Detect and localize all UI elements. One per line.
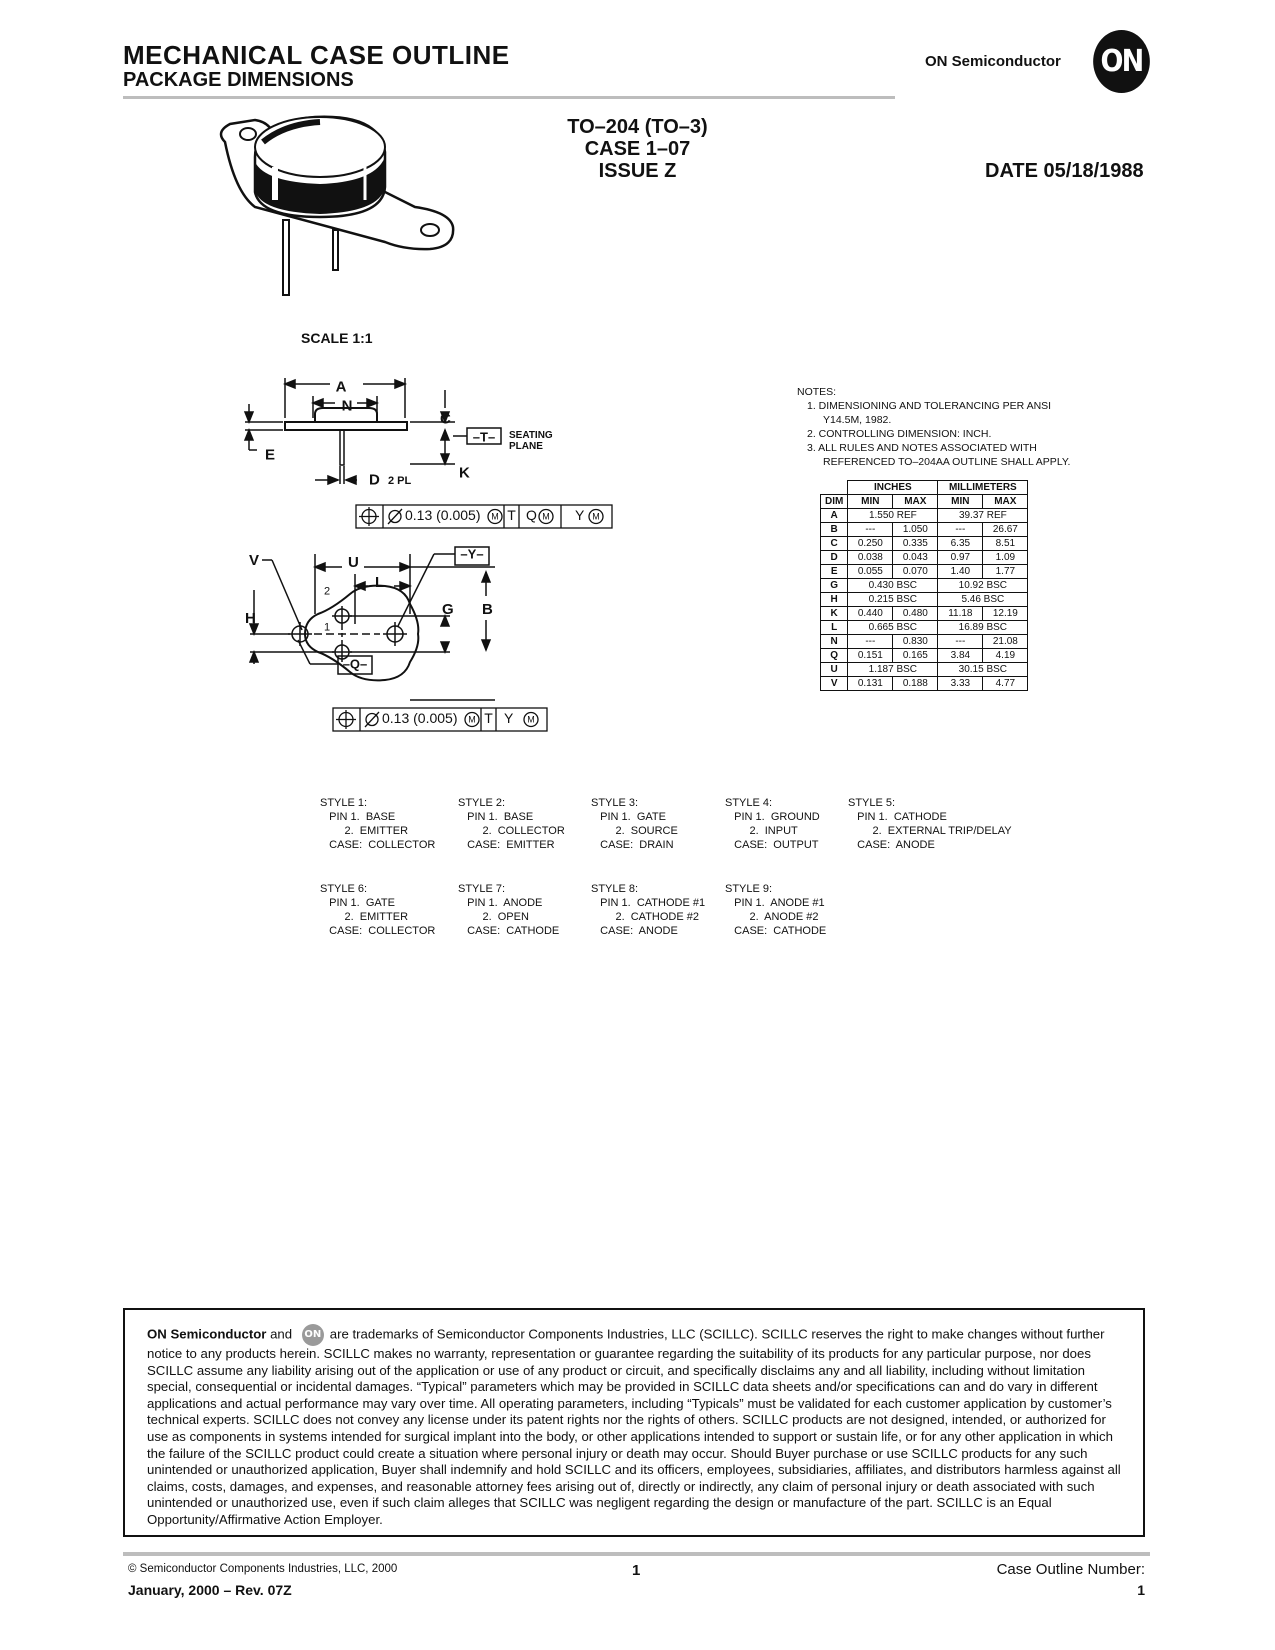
- note-item: 1. DIMENSIONING AND TOLERANCING PER ANSI: [807, 400, 1052, 412]
- mm-min-cell: ---: [938, 635, 983, 649]
- note-item: 2. CONTROLLING DIMENSION: INCH.: [807, 428, 992, 440]
- style-line: PIN 1. CATHODE #1: [591, 897, 706, 909]
- dim-cell: G: [821, 579, 848, 593]
- mm-span-cell: 39.37 REF: [938, 509, 1028, 523]
- on-logo-icon: ON: [302, 1324, 324, 1346]
- mmc-symbol: M: [592, 511, 600, 522]
- dim-cell: N: [821, 635, 848, 649]
- mm-span-cell: 5.46 BSC: [938, 593, 1028, 607]
- mm-max-cell: 8.51: [983, 537, 1028, 551]
- tolerance-2-datum-t: T: [484, 709, 493, 726]
- style-line: CASE: CATHODE: [458, 925, 560, 937]
- dim-cell: U: [821, 663, 848, 677]
- pin-2-label: 2: [324, 585, 331, 598]
- style-block: [725, 882, 826, 938]
- issue-label: ISSUE Z: [598, 160, 677, 182]
- in-max-cell: 0.830: [893, 635, 938, 649]
- dim-label-d-note: 2 PL: [388, 474, 412, 487]
- mm-max-cell: 1.77: [983, 565, 1028, 579]
- revision-date: January, 2000 – Rev. 07Z: [128, 1582, 292, 1598]
- dim-label-k: K: [459, 464, 470, 482]
- in-min-cell: 0.131: [848, 677, 893, 691]
- package-date: DATE 05/18/1988: [985, 160, 1144, 182]
- mm-max-cell: 12.19: [983, 607, 1028, 621]
- mm-span-cell: 16.89 BSC: [938, 621, 1028, 635]
- style-line: CASE: CATHODE: [725, 925, 827, 937]
- table-header-max: MAX: [893, 495, 938, 509]
- dim-cell: K: [821, 607, 848, 621]
- style-line: CASE: EMITTER: [458, 839, 555, 851]
- in-max-cell: 0.188: [893, 677, 938, 691]
- mm-max-cell: 4.19: [983, 649, 1028, 663]
- tolerance-frame-1: [355, 504, 615, 530]
- scale-label: SCALE 1:1: [301, 330, 373, 346]
- dim-label-u: U: [348, 553, 359, 571]
- style-line: 2. CATHODE #2: [591, 911, 699, 923]
- dim-label-c: C: [440, 410, 451, 428]
- dim-cell: Q: [821, 649, 848, 663]
- brand-name: ON Semiconductor: [925, 53, 1061, 70]
- style-line: CASE: DRAIN: [591, 839, 674, 851]
- dim-label-d: D: [369, 471, 380, 489]
- style-line: 2. EMITTER: [320, 825, 409, 837]
- style-line: PIN 1. CATHODE: [848, 811, 947, 823]
- table-row: [821, 635, 1028, 649]
- dim-cell: E: [821, 565, 848, 579]
- footer-divider: [123, 1552, 1150, 1556]
- disclaimer-brand: ON Semiconductor: [147, 1326, 267, 1342]
- mm-max-cell: 1.09: [983, 551, 1028, 565]
- style-title: STYLE 3:: [591, 797, 639, 809]
- style-line: 2. OPEN: [458, 911, 529, 923]
- dim-cell: L: [821, 621, 848, 635]
- style-title: STYLE 6:: [320, 883, 368, 895]
- style-block: [458, 796, 565, 852]
- datum-y-label: –Y–: [460, 546, 484, 562]
- in-min-cell: 0.038: [848, 551, 893, 565]
- note-item: 3. ALL RULES AND NOTES ASSOCIATED WITH: [807, 442, 1037, 454]
- case-outline-label: Case Outline Number:: [996, 1561, 1145, 1578]
- case-outline-number: 1: [1137, 1582, 1145, 1598]
- in-max-cell: 0.165: [893, 649, 938, 663]
- datum-q-label: –Q–: [342, 656, 368, 672]
- style-line: CASE: COLLECTOR: [320, 839, 436, 851]
- style-block: [591, 882, 705, 938]
- page-title: MECHANICAL CASE OUTLINE: [123, 40, 510, 70]
- mm-max-cell: 21.08: [983, 635, 1028, 649]
- mmc-symbol: M: [468, 714, 476, 725]
- mmc-symbol: M: [542, 511, 550, 522]
- table-row: [821, 551, 1028, 565]
- tolerance-1-value: 0.13 (0.005): [405, 506, 481, 523]
- dim-label-e: E: [265, 446, 276, 464]
- mm-max-cell: 26.67: [983, 523, 1028, 537]
- mm-min-cell: 6.35: [938, 537, 983, 551]
- in-min-cell: 0.250: [848, 537, 893, 551]
- style-block: [320, 796, 435, 852]
- datum-t-label: –T–: [472, 429, 496, 445]
- notes-block: [797, 385, 1070, 469]
- style-block: [591, 796, 678, 852]
- style-title: STYLE 7:: [458, 883, 506, 895]
- in-min-cell: ---: [848, 523, 893, 537]
- dim-label-g: G: [442, 600, 454, 618]
- inch-span-cell: 0.430 BSC: [848, 579, 938, 593]
- style-line: PIN 1. GATE: [320, 897, 395, 909]
- package-illustration: [215, 112, 475, 312]
- case-number: CASE 1–07: [584, 138, 691, 160]
- style-title: STYLE 8:: [591, 883, 639, 895]
- dim-cell: H: [821, 593, 848, 607]
- notes-heading: NOTES:: [797, 386, 837, 398]
- note-item: Y14.5M, 1982.: [823, 414, 892, 426]
- inch-span-cell: 1.187 BSC: [848, 663, 938, 677]
- dim-label-a: A: [335, 378, 347, 396]
- bottom-view-drawing: [245, 546, 540, 704]
- table-row: [821, 649, 1028, 663]
- style-line: 2. ANODE #2: [725, 911, 819, 923]
- in-max-cell: 0.335: [893, 537, 938, 551]
- header-divider: [123, 96, 895, 99]
- inch-span-cell: 0.215 BSC: [848, 593, 938, 607]
- tolerance-2-datum-y: Y: [504, 709, 514, 726]
- table-row: [821, 663, 1028, 677]
- style-line: PIN 1. GROUND: [725, 811, 820, 823]
- tolerance-2-value: 0.13 (0.005): [382, 709, 458, 726]
- in-min-cell: 0.440: [848, 607, 893, 621]
- pin-1-label: 1: [324, 621, 331, 634]
- mm-span-cell: 30.15 BSC: [938, 663, 1028, 677]
- inch-span-cell: 1.550 REF: [848, 509, 938, 523]
- mm-min-cell: 11.18: [938, 607, 983, 621]
- table-header-min: MIN: [938, 495, 983, 509]
- mm-max-cell: 4.77: [983, 677, 1028, 691]
- mm-min-cell: 0.97: [938, 551, 983, 565]
- table-row: [821, 607, 1028, 621]
- package-identifier: [520, 116, 755, 182]
- dimensions-table: [820, 480, 1028, 691]
- on-logo-icon: ON: [1093, 30, 1150, 93]
- style-line: 2. SOURCE: [591, 825, 678, 837]
- mm-min-cell: 1.40: [938, 565, 983, 579]
- table-row: [821, 579, 1028, 593]
- style-line: PIN 1. ANODE: [458, 897, 543, 909]
- in-min-cell: ---: [848, 635, 893, 649]
- style-line: PIN 1. BASE: [458, 811, 534, 823]
- style-block: [320, 882, 435, 938]
- dim-label-b: B: [482, 600, 493, 618]
- style-line: 2. EXTERNAL TRIP/DELAY: [848, 825, 1012, 837]
- table-row: [821, 677, 1028, 691]
- table-row: [821, 593, 1028, 607]
- style-line: CASE: ANODE: [848, 839, 935, 851]
- style-line: PIN 1. GATE: [591, 811, 666, 823]
- in-max-cell: 1.050: [893, 523, 938, 537]
- page-number: 1: [632, 1562, 641, 1579]
- dim-cell: A: [821, 509, 848, 523]
- dim-label-n: N: [341, 397, 353, 415]
- dim-cell: C: [821, 537, 848, 551]
- table-row: [821, 621, 1028, 635]
- mm-min-cell: 3.33: [938, 677, 983, 691]
- mmc-symbol: M: [491, 511, 499, 522]
- mm-span-cell: 10.92 BSC: [938, 579, 1028, 593]
- seating-label-2: PLANE: [509, 441, 543, 452]
- dim-cell: B: [821, 523, 848, 537]
- mm-min-cell: ---: [938, 523, 983, 537]
- table-row: [821, 565, 1028, 579]
- disclaimer-and: and: [266, 1326, 296, 1342]
- style-line: 2. COLLECTOR: [458, 825, 565, 837]
- disclaimer-box: [123, 1308, 1145, 1537]
- table-group-inches: INCHES: [848, 481, 938, 495]
- dim-cell: D: [821, 551, 848, 565]
- style-block: [458, 882, 559, 938]
- style-line: 2. INPUT: [725, 825, 798, 837]
- table-header-max: MAX: [983, 495, 1028, 509]
- copyright: © Semiconductor Components Industries, LLC, 2000: [128, 1563, 398, 1575]
- style-title: STYLE 5:: [848, 797, 896, 809]
- dim-cell: V: [821, 677, 848, 691]
- disclaimer-body: are trademarks of Semiconductor Components Industries, LLC (SCILLC). SCILLC reserves the right to make changes without further notice to any products herein. SCILLC makes no warranty, representation or guarantee regarding the suitability of its products for any particular purpose, nor does SCILLC assume any liability arising out of the application or use of any product or circuit, and specifically disclaims any and all liability, including without limitation special, consequential or incidental damages. “Typical” parameters which may be provided in SCILLC data sheets and/or specifications can and do vary in different applications and actual performance may vary over time. All operating parameters, including “Typicals” must be validated for each customer application by customer’s technical experts. SCILLC does not convey any license under its patent rights nor the rights of others. SCILLC products are not designed, intended, or authorized for use as components in systems intended for surgical implant into the body, or other applications intended to support or sustain life, or for any other application in which the failure of the SCILLC product could create a situation where personal injury or death may occur. Should Buyer purchase or use SCILLC products for any such unintended or unauthorized application, Buyer shall indemnify and hold SCILLC and its officers, employees, subsidiaries, affiliates, and distributors harmless against all claims, costs, damages, and expenses, and reasonable attorney fees arising out of, directly or indirectly, any claim of personal injury or death associated with such unintended or unauthorized use, even if such claim alleges that SCILLC was negligent regarding the design or manufacture of the part. SCILLC is an Equal Opportunity/Affirmative Action Employer.: [147, 1326, 1121, 1527]
- style-block: [848, 796, 1012, 852]
- mmc-symbol: M: [527, 714, 535, 725]
- tolerance-1-datum-q: Q: [526, 506, 537, 523]
- tolerance-1-datum-y: Y: [575, 506, 585, 523]
- inch-span-cell: 0.665 BSC: [848, 621, 938, 635]
- table-row: [821, 523, 1028, 537]
- in-min-cell: 0.055: [848, 565, 893, 579]
- dim-label-h: H: [245, 609, 256, 627]
- style-line: PIN 1. BASE: [320, 811, 396, 823]
- style-line: CASE: OUTPUT: [725, 839, 819, 851]
- seating-label-1: SEATING: [509, 430, 553, 441]
- style-line: CASE: COLLECTOR: [320, 925, 436, 937]
- disclaimer-text: [147, 1324, 1127, 1529]
- note-item: REFERENCED TO–204AA OUTLINE SHALL APPLY.: [823, 456, 1071, 468]
- style-block: [725, 796, 820, 852]
- mm-min-cell: 3.84: [938, 649, 983, 663]
- style-title: STYLE 9:: [725, 883, 773, 895]
- dim-label-l: L: [375, 573, 385, 591]
- tolerance-1-datum-t: T: [507, 506, 516, 523]
- table-row: [821, 509, 1028, 523]
- table-row: [821, 537, 1028, 551]
- in-max-cell: 0.480: [893, 607, 938, 621]
- style-line: CASE: ANODE: [591, 925, 678, 937]
- style-line: 2. EMITTER: [320, 911, 409, 923]
- page-subtitle: PACKAGE DIMENSIONS: [123, 69, 354, 91]
- table-header-min: MIN: [848, 495, 893, 509]
- in-max-cell: 0.043: [893, 551, 938, 565]
- table-header-dim: DIM: [821, 495, 848, 509]
- package-type: TO–204 (TO–3): [567, 116, 708, 138]
- in-max-cell: 0.070: [893, 565, 938, 579]
- style-title: STYLE 1:: [320, 797, 368, 809]
- style-line: PIN 1. ANODE #1: [725, 897, 825, 909]
- style-title: STYLE 2:: [458, 797, 506, 809]
- dim-label-v: V: [249, 551, 260, 569]
- table-group-mm: MILLIMETERS: [938, 481, 1028, 495]
- style-title: STYLE 4:: [725, 797, 773, 809]
- in-min-cell: 0.151: [848, 649, 893, 663]
- tolerance-frame-2: [332, 707, 552, 733]
